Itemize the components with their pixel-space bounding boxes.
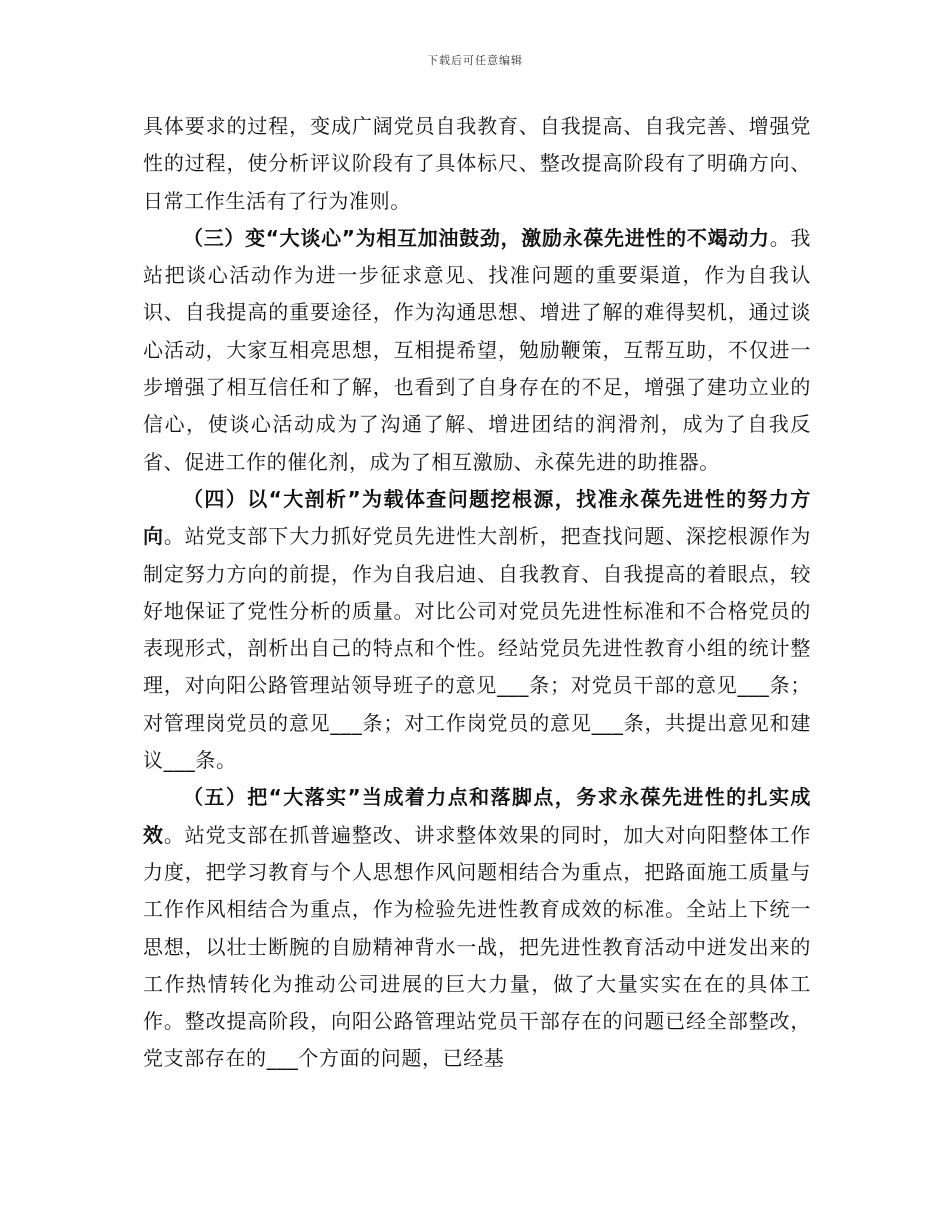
section-heading: （五）把“大落实”当成着力点和落脚点，务求永葆先进性的扎实成效 bbox=[143, 785, 811, 847]
document-body bbox=[143, 108, 811, 1078]
paragraph-section-three bbox=[143, 220, 811, 481]
paragraph-section-five bbox=[143, 779, 811, 1077]
paragraph-body: 。站党支部下大力抓好党员先进性大剖析，把查找问题、深挖根源作为制定努力方向的前提，作为自我启迪、自我教育、自我提高的着眼点，较好地保证了党性分析的质量。对比公司对党员先进性标准和不合格党员的表现形式，剖析出自己的特点和个性。经站党员先进性教育小组的统计整理，对向阳公路管理站领导班子的意见___条；对党员干部的意见___条；对管理岗党员的意见___条；对工作岗党员的意见___条，共提出意见和建议___条。 bbox=[143, 524, 811, 773]
paragraph-continuation bbox=[143, 108, 811, 220]
section-heading: （四）以“大剖析”为载体查问题挖根源，找准永葆先进性的努力方向 bbox=[143, 486, 811, 549]
page-header: 下载后可任意编辑 bbox=[427, 54, 523, 67]
paragraph-section-four bbox=[143, 481, 811, 779]
paragraph-body: 具体要求的过程，变成广阔党员自我教育、自我提高、自我完善、增强党性的过程，使分析评议阶段有了具体标尺、整改提高阶段有了明确方向、日常工作生活有了行为准则。 bbox=[143, 114, 811, 213]
section-heading: （三）变“大谈心”为相互加油鼓劲，激励永葆先进性的不竭动力 bbox=[183, 225, 770, 250]
paragraph-body: 。我站把谈心活动作为进一步征求意见、找准问题的重要渠道，作为自我认识、自我提高的重要途径，作为沟通思想、增进了解的难得契机，通过谈心活动，大家互相亮思想，互相提希望，勉励鞭策，互帮互助，不仅进一步增强了相互信任和了解，也看到了自身存在的不足，增强了建功立业的信心，使谈心活动成为了沟通了解、增进团结的润滑剂，成为了自我反省、促进工作的催化剂，成为了相互激励、永葆先进的助推器。 bbox=[143, 225, 811, 474]
paragraph-body: 。站党支部在抓普遍整改、讲求整体效果的同时，加大对向阳整体工作力度，把学习教育与个人思想作风问题相结合为重点，把路面施工质量与工作作风相结合为重点，作为检验先进性教育成效的标准。全站上下统一思想，以壮士断腕的自励精神背水一战，把先进性教育活动中迸发出来的工作热情转化为推动公司进展的巨大力量，做了大量实实在在的具体工作。整改提高阶段，向阳公路管理站党员干部存在的问题已经全部整改，党支部存在的___个方面的问题，已经基 bbox=[143, 822, 811, 1071]
